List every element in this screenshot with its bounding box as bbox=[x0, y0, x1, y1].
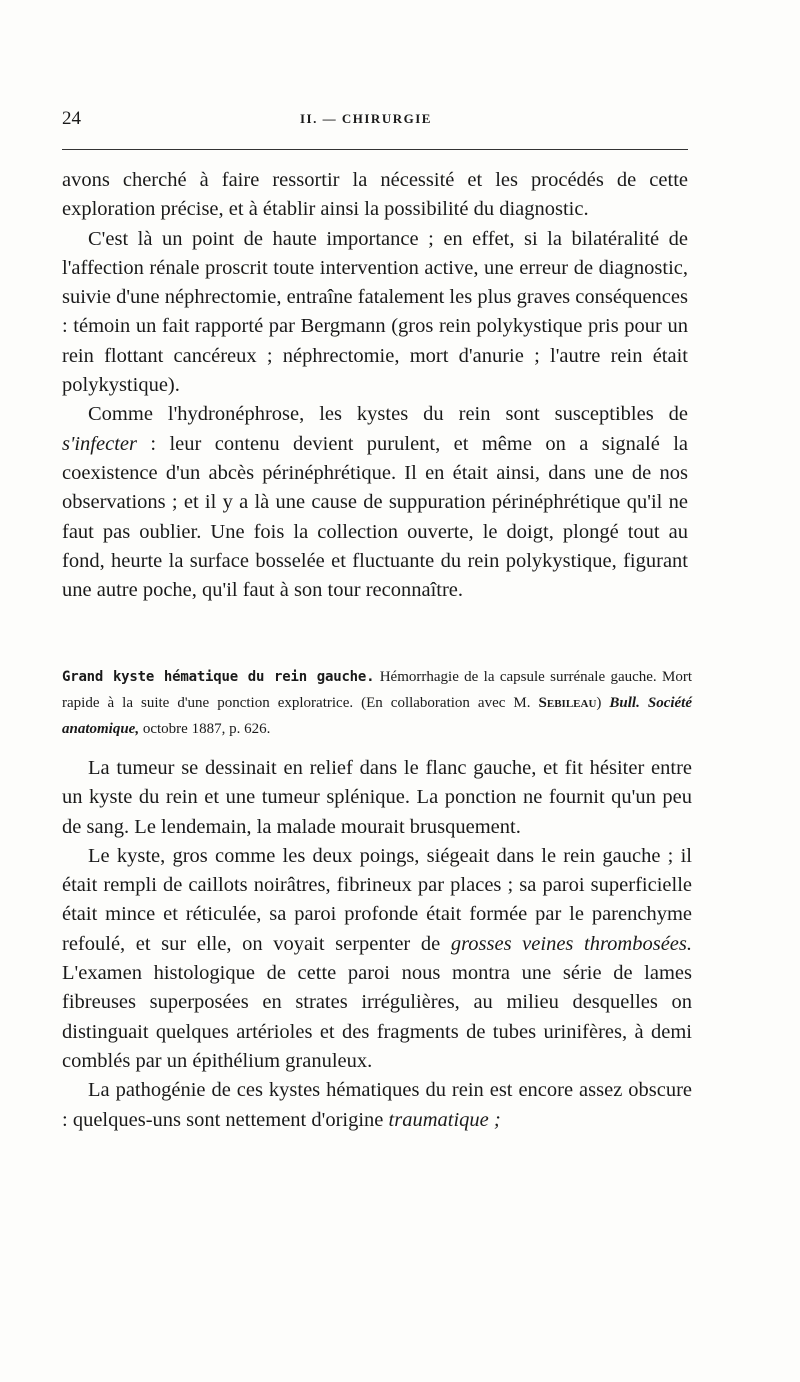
page-header bbox=[62, 108, 688, 132]
paragraph-tail: : leur contenu devient purulent, et même on a signalé la coexistence d'un abcès périnéphrétique. Il en était ainsi, dans une de nos observations ; et il y a là une cause de suppuration périnéphrétique qu'il ne faut pas oublier. Une fois la collection ouverte, le doigt, plongé tout au fond, heurte la surface bosselée et fluctuante du rein polykystique, figurant une autre poche, qu'il faut à son tour reconnaître. bbox=[62, 432, 688, 602]
italic-term: grosses veines thrombosées. bbox=[450, 932, 692, 955]
section-description-close: ) bbox=[596, 695, 602, 711]
paragraph: La tumeur se dessinait en relief dans le flanc gauche, et fit hésiter entre un kyste du rein et une tumeur splénique. La ponction ne fournit qu'un peu de sang. Le lendemain, la malade mourait brusquement. bbox=[62, 757, 692, 838]
paragraph-lead: La pathogénie de ces kystes hématiques du rein est encore assez obscure : quelques-uns sont nettement d'origine bbox=[62, 1079, 692, 1131]
running-head: II. — CHIRURGIE bbox=[300, 111, 432, 126]
page-number: 24 bbox=[62, 108, 81, 129]
paragraph bbox=[62, 842, 692, 1076]
paragraph-lead: Comme l'hydronéphrose, les kystes du rein sont susceptibles de bbox=[88, 403, 688, 426]
section-title: Grand kyste hématique du rein gauche. bbox=[62, 669, 375, 685]
header-rule bbox=[62, 149, 688, 150]
section-heading bbox=[62, 664, 692, 742]
section-journal: Bull. Société anatomique, bbox=[62, 695, 693, 737]
body-text-bottom bbox=[62, 754, 692, 1135]
paragraph: avons cherché à faire ressortir la nécessité et les procédés de cette exploration précise, et à établir ainsi la possibilité du diagnostic. bbox=[62, 169, 688, 221]
italic-term: s'infecter bbox=[62, 432, 137, 455]
body-text-top bbox=[62, 166, 688, 605]
section-author: Sebileau bbox=[538, 695, 597, 711]
paragraph-tail: L'examen histologique de cette paroi nous montra une série de lames fibreuses superposées en strates irrégulières, au milieu desquelles on distinguait quelques artérioles et des fragments de tubes urinifères, à demi comblés par un épithélium granuleux. bbox=[62, 962, 692, 1072]
paragraph: C'est là un point de haute importance ; en effet, si la bilatéralité de l'affection rénale proscrit toute intervention active, une erreur de diagnostic, suivie d'une néphrectomie, entraîne fatalement les plus graves conséquences : témoin un fait rapporté par Bergmann (gros rein polykystique pris pour un rein flottant cancéreux ; néphrectomie, mort d'anurie ; l'autre rein était polykystique). bbox=[62, 227, 688, 397]
section-date: octobre 1887, p. 626. bbox=[142, 721, 271, 737]
italic-term: traumatique ; bbox=[388, 1108, 501, 1131]
paragraph bbox=[62, 400, 688, 605]
section-description: Hémorrhagie de la capsule surrénale gauche. Mort rapide à la suite d'une ponction exploratrice. (En collaboration avec M. bbox=[62, 669, 692, 711]
paragraph bbox=[62, 1076, 692, 1135]
paragraph-lead: Le kyste, gros comme les deux poings, siégeait dans le rein gauche ; il était rempli de caillots noirâtres, fibrineux par places ; sa paroi superficielle était mince et réticulée, sa paroi profonde était formée par le parenchyme refoulé, et sur elle, on voyait serpenter de bbox=[62, 844, 692, 955]
